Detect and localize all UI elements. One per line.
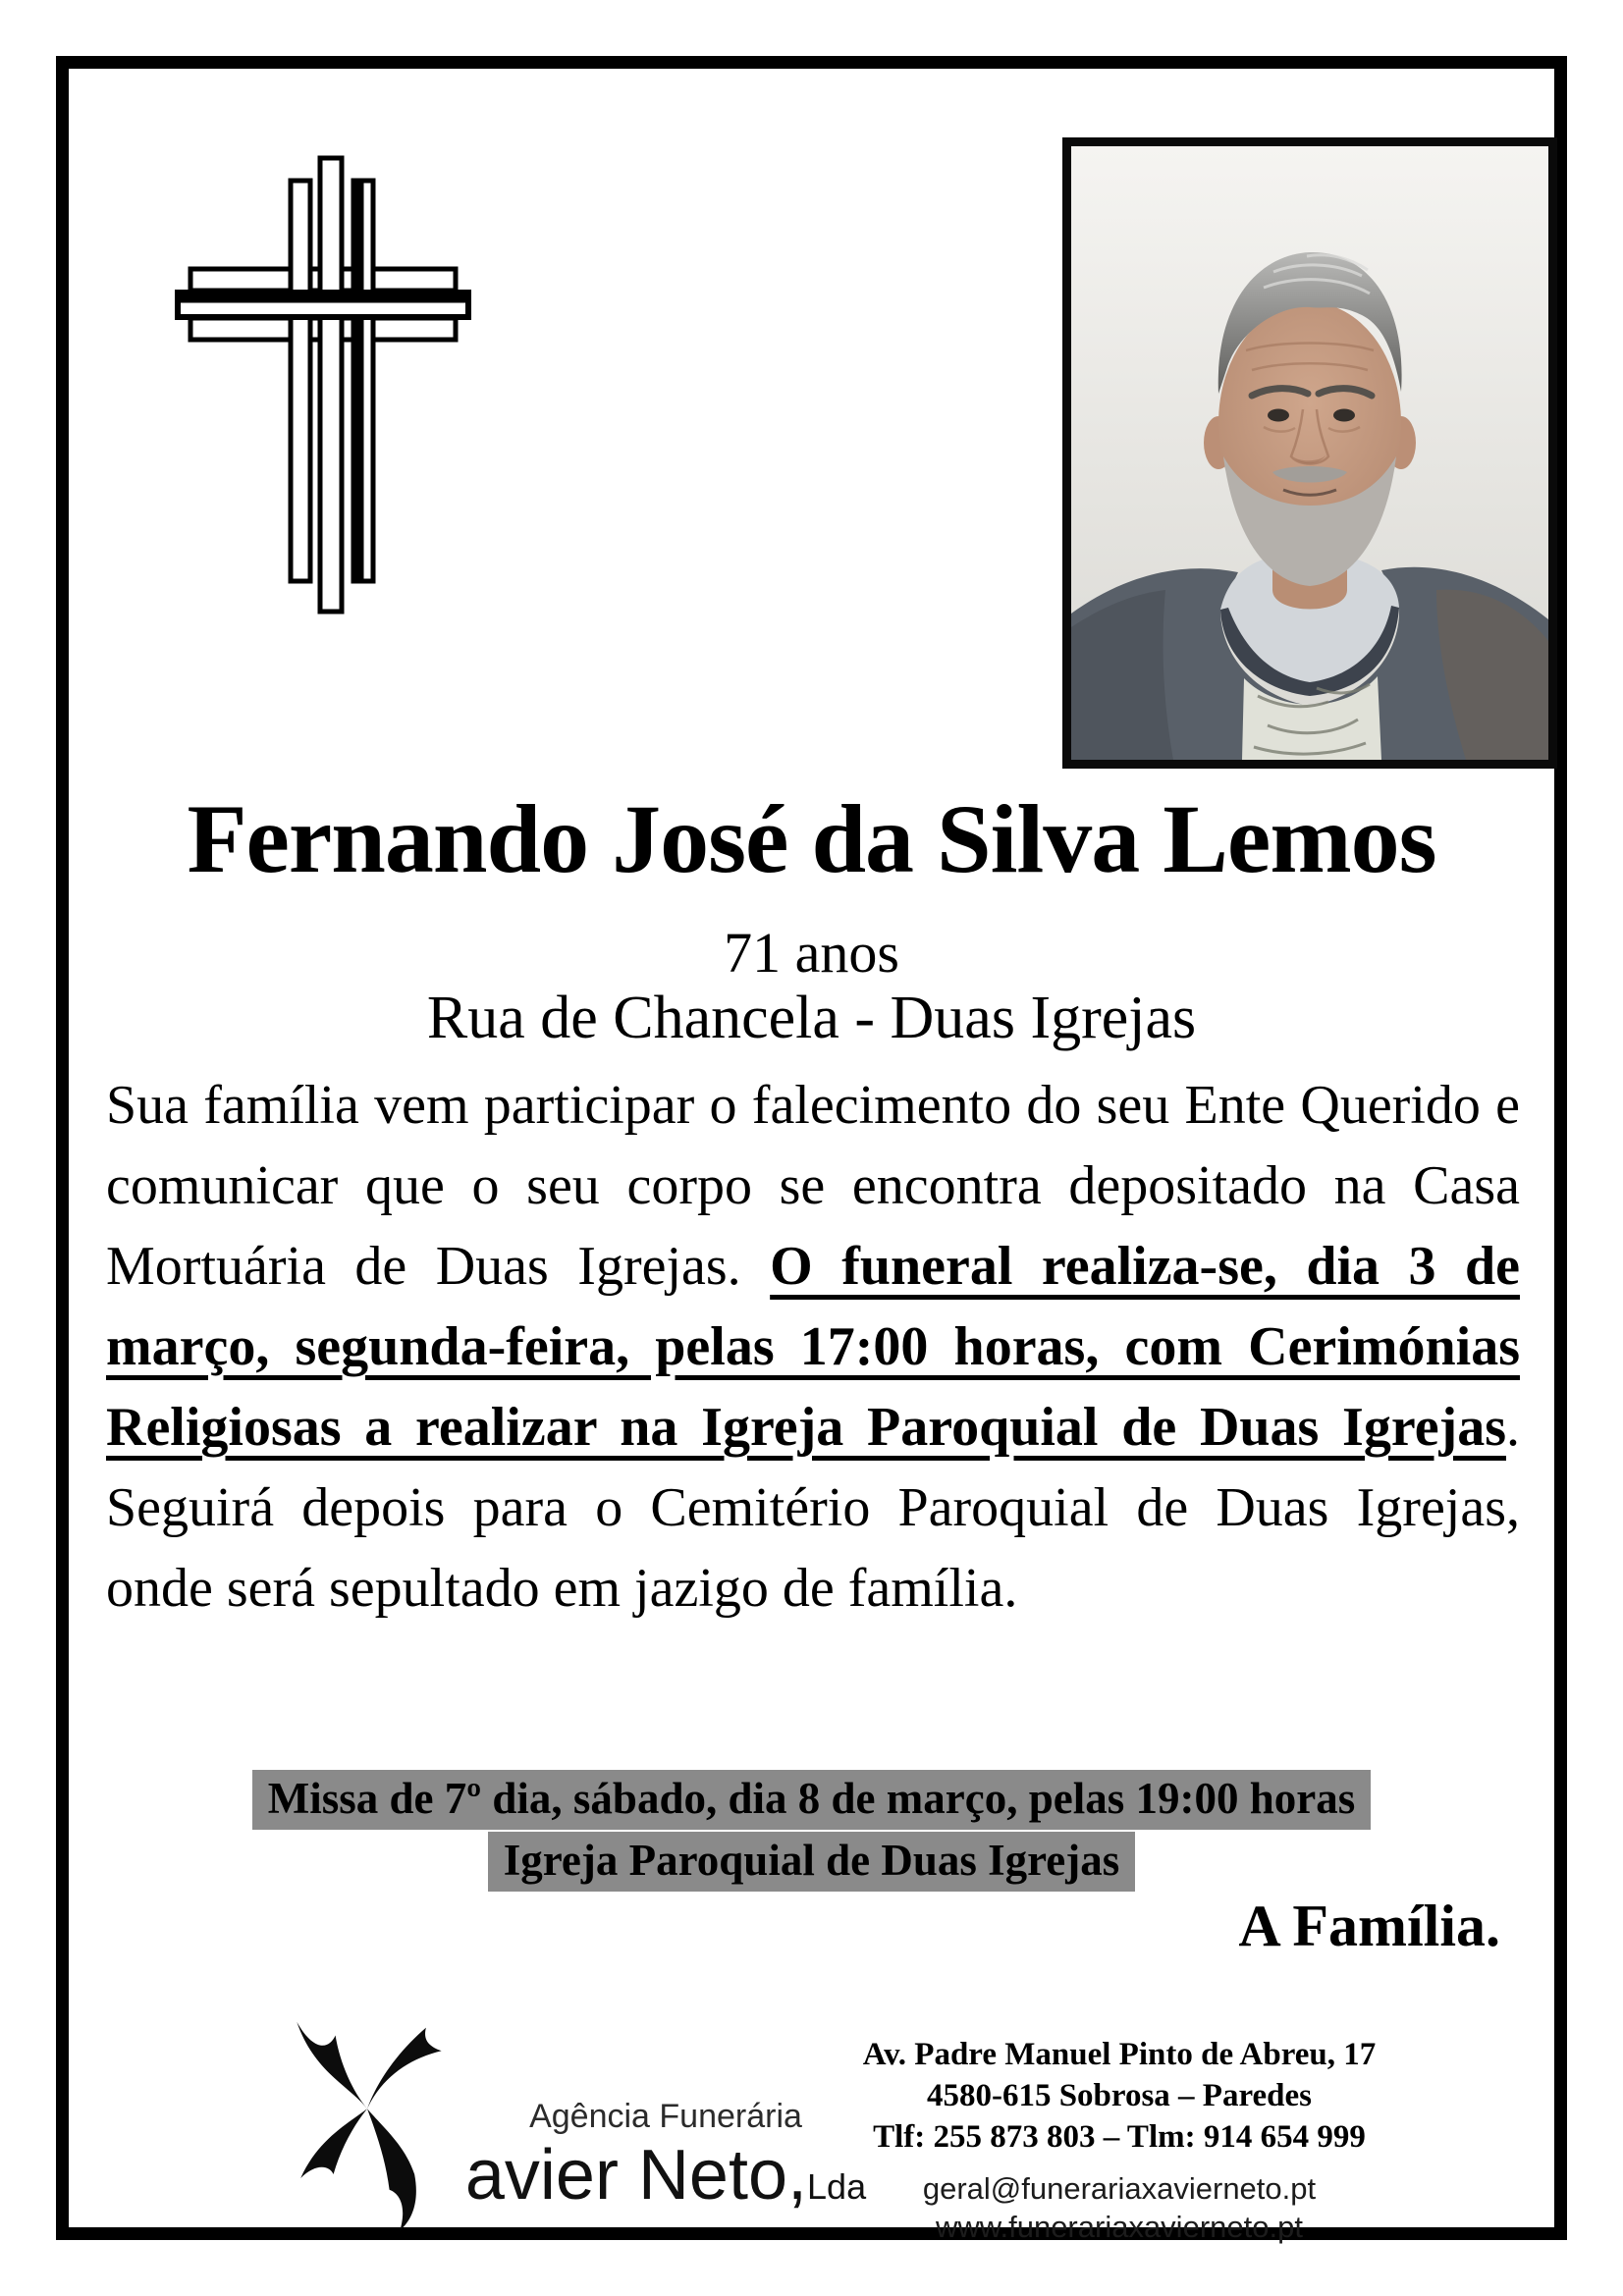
deceased-address: Rua de Chancela - Duas Igrejas	[426, 985, 1197, 1051]
xavier-neto-x-leaf-logo	[283, 2008, 452, 2230]
cross-icon	[175, 155, 471, 616]
mass-notice-line2: Igreja Paroquial de Duas Igrejas	[488, 1832, 1136, 1892]
agency-name	[430, 2137, 901, 2215]
family-signature: A Família.	[1238, 1894, 1500, 1958]
deceased-portrait-photo	[1062, 137, 1557, 769]
agency-email: geral@funerariaxavierneto.pt	[922, 2171, 1317, 2206]
agency-online-block	[839, 2169, 1399, 2246]
deceased-age: 71 anos	[724, 921, 899, 985]
agency-street: Av. Padre Manuel Pinto de Abreu, 17	[862, 2037, 1377, 2072]
announcement-intro: Sua família vem participar o falecimento do seu Ente Querido e comunicar que o seu corpo se encontra depositado na Casa Mortuária de Duas Igrejas.	[106, 1075, 1520, 1297]
agency-wordmark	[430, 2097, 901, 2215]
agency-website: www.funerariaxavierneto.pt	[936, 2210, 1303, 2244]
mass-notice	[59, 1769, 1564, 1893]
agency-name-text: avier Neto,	[464, 2135, 808, 2215]
agency-phones: Tlf: 255 873 803 – Tlm: 914 654 999	[873, 2119, 1366, 2155]
deceased-name: Fernando José da Silva Lemos	[187, 784, 1436, 893]
agency-postal: 4580-615 Sobrosa – Paredes	[926, 2078, 1313, 2113]
agency-name-suffix: Lda	[807, 2165, 867, 2207]
funeral-details-emphasis: O funeral realiza-se, dia 3 de março, segunda-feira, pelas 17:00 horas, com Cerimónias Religiosas a realizar na Igreja Paroquial de Duas Igrejas	[106, 1236, 1520, 1458]
announcement-paragraph	[106, 1065, 1520, 1629]
agency-type-label: Agência Funerária	[529, 2098, 802, 2135]
agency-contact-block	[839, 2034, 1399, 2158]
announcement-outro: . Seguirá depois para o Cemitério Paroquial de Duas Igrejas, onde será sepultado em jazigo de família.	[106, 1397, 1520, 1619]
mass-notice-line1: Missa de 7º dia, sábado, dia 8 de março, pelas 19:00 horas	[252, 1770, 1371, 1830]
